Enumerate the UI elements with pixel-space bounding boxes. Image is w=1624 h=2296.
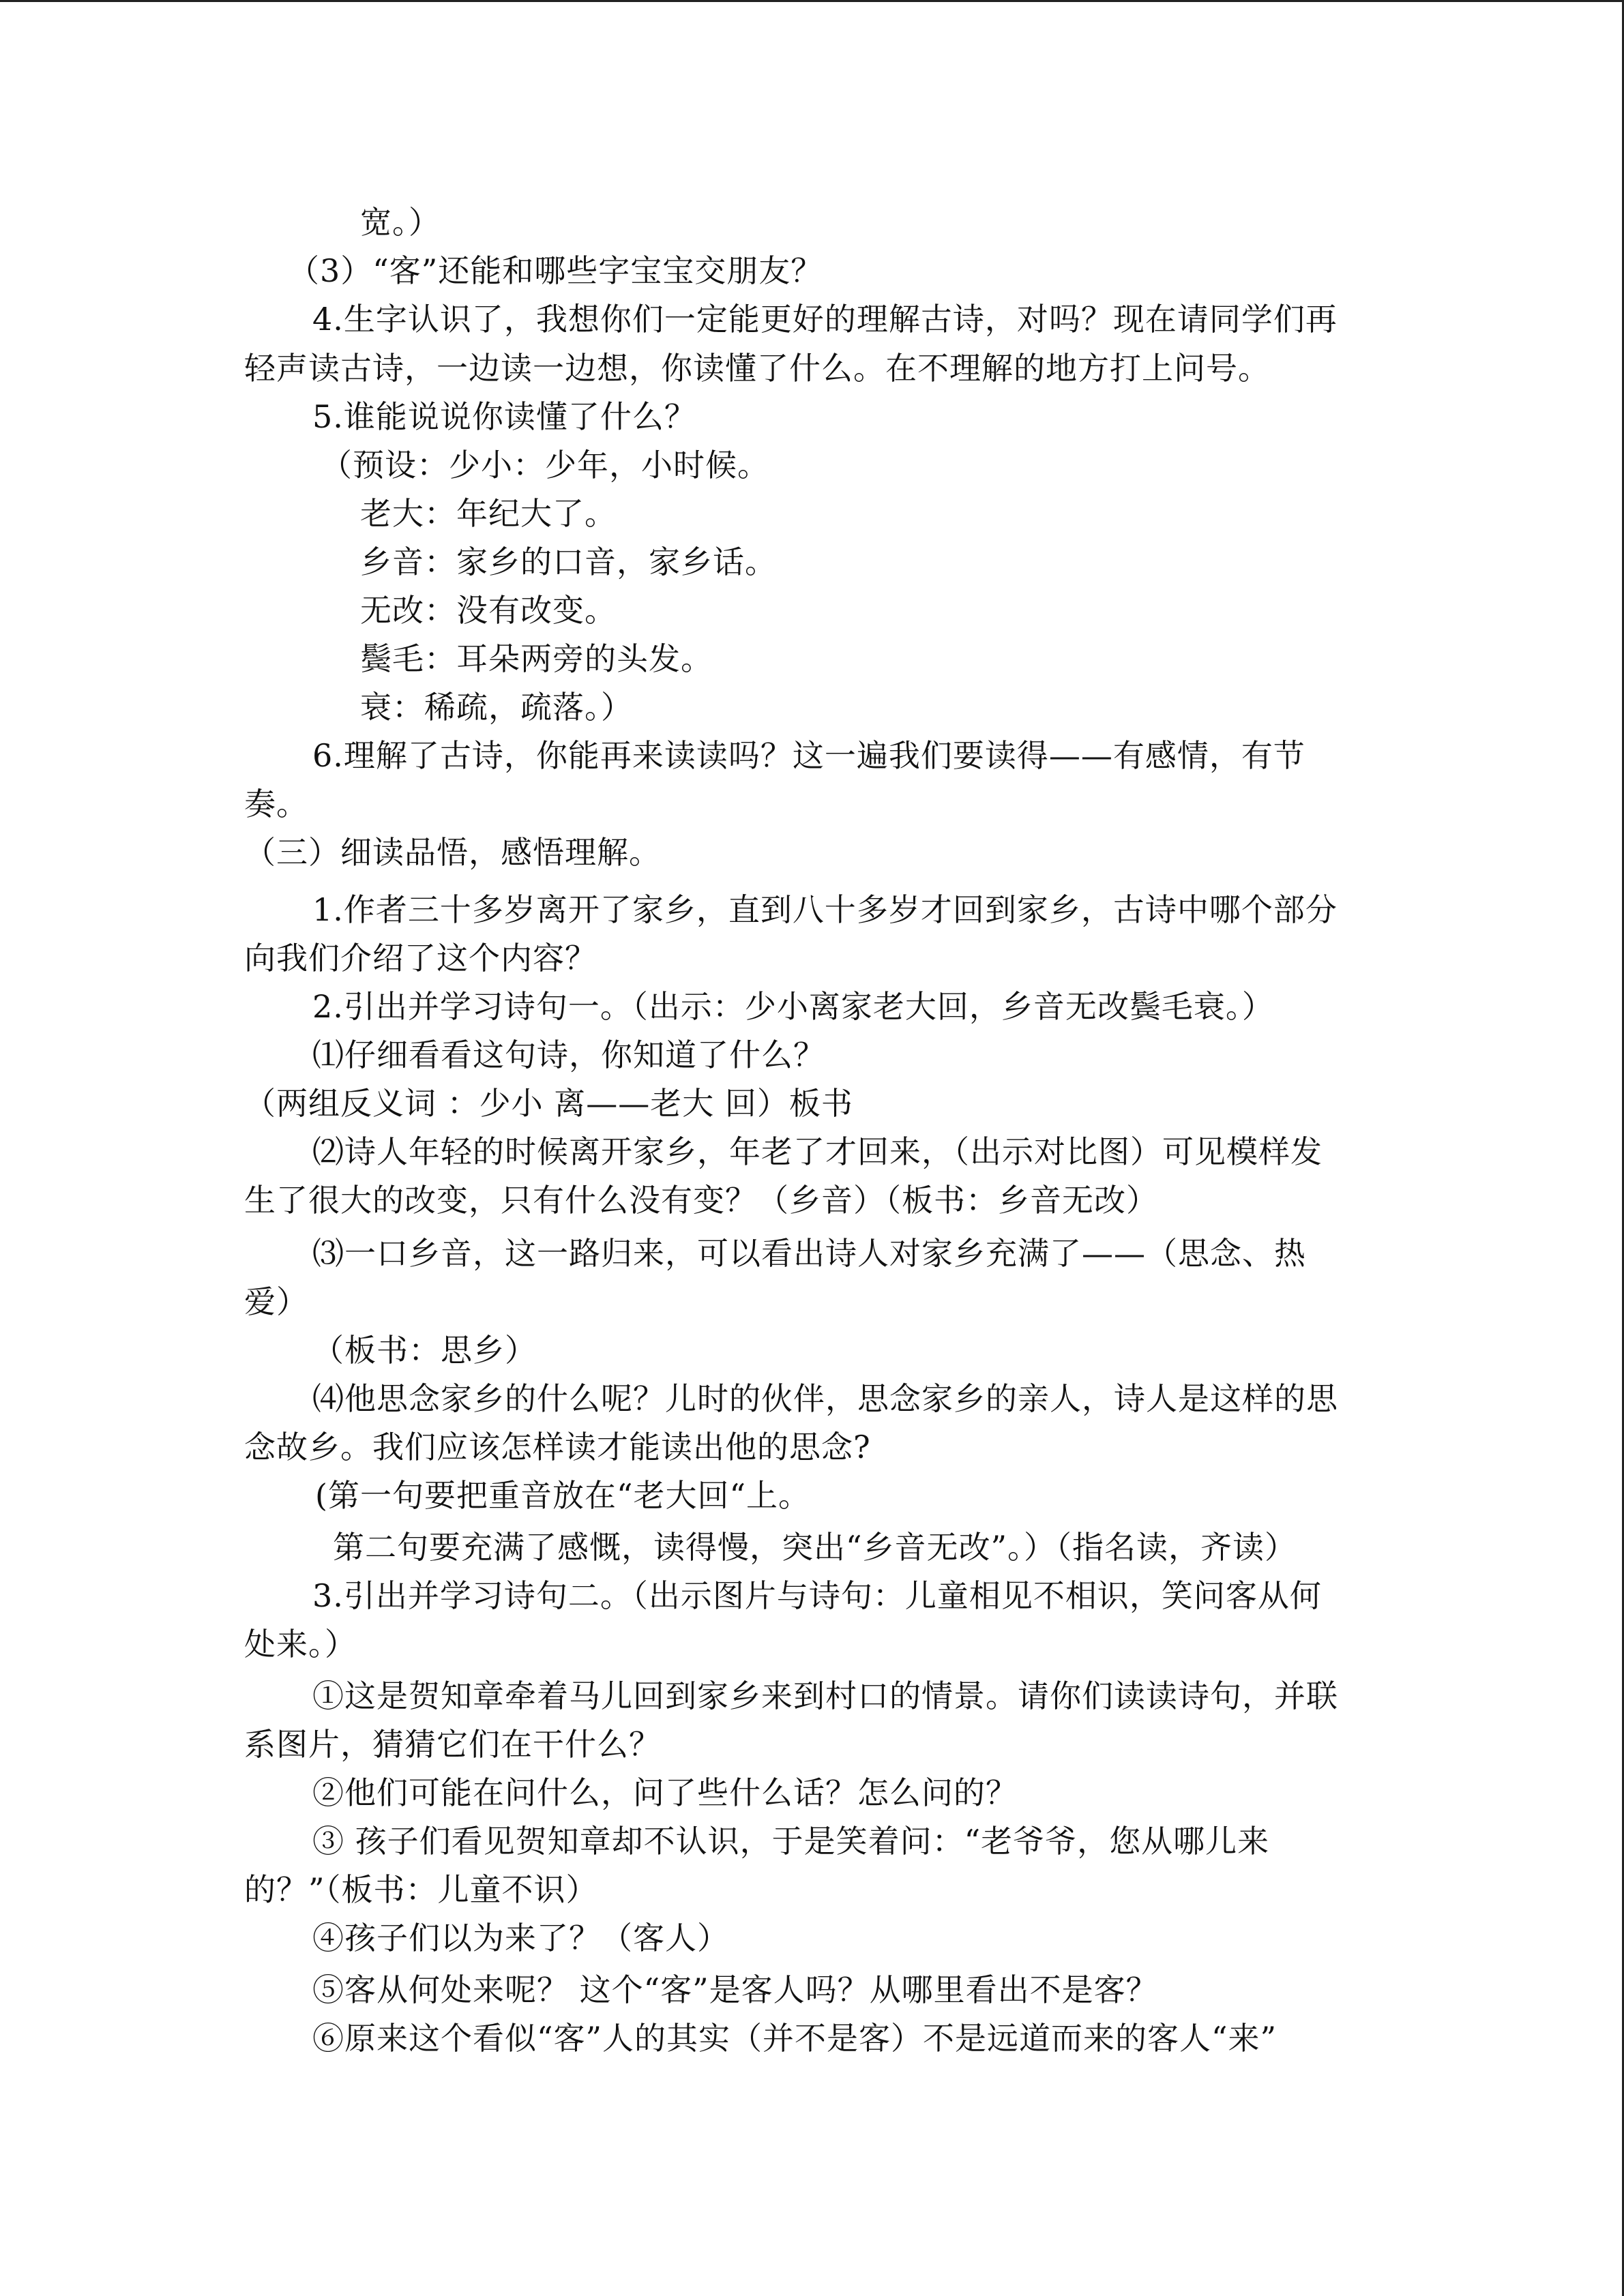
text-line: ⑥原来这个看似“客”人的其实（并不是客）不是远道而来的客人“来” xyxy=(312,2020,1278,2057)
text-line: 奏。 xyxy=(244,786,308,822)
text-line: ⑤客从何处来呢？ 这个“客”是客人吗？从哪里看出不是客？ xyxy=(312,1971,1158,2008)
text-line: 处来。） xyxy=(244,1626,357,1663)
text-line: 衰：稀疏，疏落。） xyxy=(360,689,633,726)
text-line: 老大：年纪大了。 xyxy=(360,495,617,532)
text-line: 生了很大的改变，只有什么没有变？（乡音）（板书：乡音无改） xyxy=(244,1182,1158,1219)
text-line: 无改：没有改变。 xyxy=(360,592,617,629)
text-line: （三）细读品悟，感悟理解。 xyxy=(244,834,661,871)
text-line: （两组反义词 ：少小 离——老大 回）板书 xyxy=(244,1085,853,1122)
text-line: ⑵诗人年轻的时候离开家乡，年老了才回来，（出示对比图）可见模样发 xyxy=(312,1133,1323,1170)
text-line: 第二句要充满了感慨，读得慢，突出“乡音无改”。）（指名读，齐读） xyxy=(333,1529,1297,1566)
text-line: ③ 孩子们看见贺知章却不认识，于是笑着问：“老爷爷，您从哪儿来 xyxy=(312,1823,1270,1860)
text-line: ①这是贺知章牵着马儿回到家乡来到村口的情景。请你们读读诗句，并联 xyxy=(312,1678,1338,1714)
text-line: 5.谁能说说你读懂了什么？ xyxy=(312,398,696,435)
text-line: 鬓毛：耳朵两旁的头发。 xyxy=(360,640,713,677)
text-line: (第一句要把重音放在“老大回“上。 xyxy=(315,1477,810,1514)
text-line: （预设：少小：少年，小时候。 xyxy=(321,447,769,483)
text-line: 3.引出并学习诗句二。（出示图片与诗句：儿童相见不相识，笑问客从何 xyxy=(312,1577,1322,1614)
text-line: 4.生字认识了，我想你们一定能更好的理解古诗，对吗？现在请同学们再 xyxy=(312,301,1338,338)
text-line: ⑶一口乡音，这一路归来，可以看出诗人对家乡充满了——（思念、热 xyxy=(312,1235,1306,1272)
text-line: ⑴仔细看看这句诗，你知道了什么？ xyxy=(312,1037,825,1073)
text-line: 系图片，猜猜它们在干什么？ xyxy=(244,1726,661,1763)
text-line: ②他们可能在问什么，问了些什么话？怎么问的？ xyxy=(312,1774,1018,1811)
text-line: ⑷他思念家乡的什么呢？儿时的伙伴，思念家乡的亲人，诗人是这样的思 xyxy=(312,1380,1338,1417)
text-line: 宽。） xyxy=(360,204,441,241)
text-line: （板书：思乡） xyxy=(312,1332,537,1369)
text-line: 1.作者三十多岁离开了家乡，直到八十多岁才回到家乡，古诗中哪个部分 xyxy=(312,891,1338,928)
text-line: 爱） xyxy=(244,1283,308,1320)
text-line: 的？”（板书：儿童不识） xyxy=(244,1871,598,1908)
text-line: 轻声读古诗，一边读一边想，你读懂了什么。在不理解的地方打上问号。 xyxy=(244,350,1270,387)
text-line: 2.引出并学习诗句一。（出示：少小离家老大回，乡音无改鬓毛衰。） xyxy=(312,988,1274,1025)
text-line: 乡音：家乡的口音，家乡话。 xyxy=(360,543,777,580)
text-line: （3）“客”还能和哪些字宝宝交朋友？ xyxy=(288,252,823,289)
text-line: 6.理解了古诗，你能再来读读吗？这一遍我们要读得——有感情，有节 xyxy=(312,737,1305,774)
text-line: 向我们介绍了这个内容？ xyxy=(244,940,597,976)
text-line: ④孩子们以为来了？（客人） xyxy=(312,1920,729,1956)
text-line: 念故乡。我们应该怎样读才能读出他的思念? xyxy=(244,1429,871,1465)
